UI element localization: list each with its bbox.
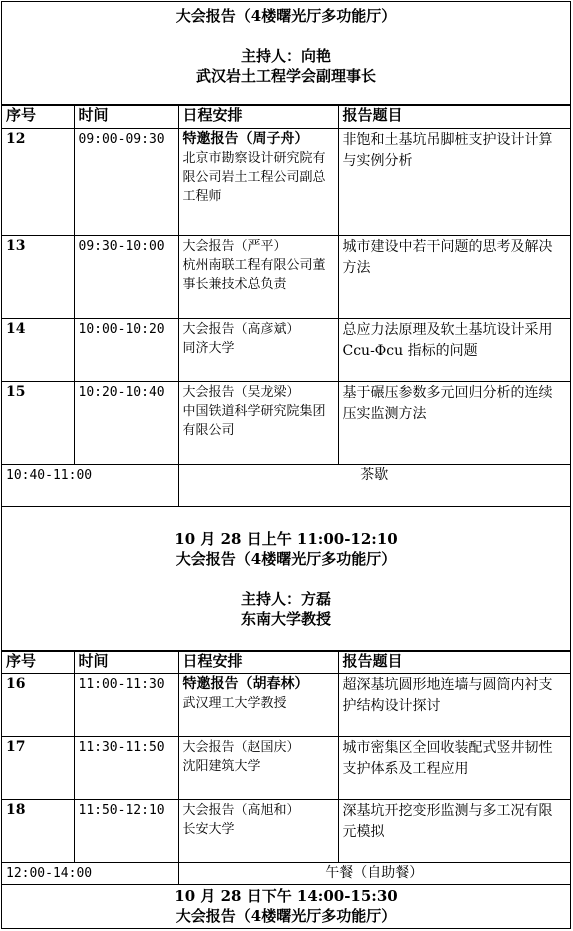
break-label: 茶歇 — [178, 465, 570, 507]
row-seq: 17 — [2, 737, 74, 800]
row-schedule — [178, 129, 338, 236]
header-schedule: 日程安排 — [178, 652, 338, 674]
row-topic: 城市建设中若干问题的思考及解决方法 — [338, 236, 570, 319]
session-1-header — [2, 2, 570, 105]
row-time: 09:30-10:00 — [74, 236, 178, 319]
break-row — [2, 863, 570, 885]
session-3-title: 大会报告（4楼曙光厅多功能厅） — [175, 907, 397, 925]
session-1-host: 主持人：向艳 — [240, 47, 331, 65]
speaker-name: 大会报告（高旭和） — [182, 803, 300, 818]
row-time: 09:00-09:30 — [74, 129, 178, 236]
session-1-title: 大会报告（4楼曙光厅多功能厅） — [175, 7, 397, 25]
speaker-affiliation: 沈阳建筑大学 — [182, 759, 261, 774]
row-schedule — [178, 319, 338, 382]
row-time: 10:20-10:40 — [74, 382, 178, 465]
row-topic: 城市密集区全回收装配式竖井韧性支护体系及工程应用 — [338, 737, 570, 800]
row-time: 11:30-11:50 — [74, 737, 178, 800]
header-time: 时间 — [74, 106, 178, 129]
speaker-name: 特邀报告（周子舟） — [182, 131, 309, 147]
header-seq: 序号 — [2, 106, 74, 129]
session-3-header — [2, 885, 570, 929]
session-2-date: 10 月 28 日上午 11:00-12:10 — [174, 530, 398, 548]
speaker-name: 大会报告（高彦斌） — [182, 322, 300, 337]
speaker-name: 大会报告（严平） — [182, 239, 287, 254]
table-row — [2, 800, 570, 863]
speaker-name: 大会报告（赵国庆） — [182, 740, 300, 755]
row-time: 10:00-10:20 — [74, 319, 178, 382]
speaker-name: 特邀报告（胡春林） — [182, 676, 309, 692]
row-seq: 16 — [2, 674, 74, 737]
row-schedule — [178, 674, 338, 737]
session-2-host: 主持人：方磊 — [240, 590, 331, 608]
session-3-date: 10 月 28 日下午 14:00-15:30 — [174, 887, 398, 905]
speaker-affiliation: 杭州南联工程有限公司董事长兼技术总负责 — [182, 258, 326, 292]
row-seq: 18 — [2, 800, 74, 863]
speaker-affiliation: 武汉理工大学教授 — [182, 696, 287, 711]
row-time: 11:00-11:30 — [74, 674, 178, 737]
row-topic: 非饱和土基坑吊脚桩支护设计计算与实例分析 — [338, 129, 570, 236]
table-row — [2, 737, 570, 800]
header-schedule: 日程安排 — [178, 106, 338, 129]
row-schedule — [178, 800, 338, 863]
table-row — [2, 674, 570, 737]
row-topic: 总应力法原理及软土基坑设计采用 Ccu-Φcu 指标的问题 — [338, 319, 570, 382]
row-seq: 13 — [2, 236, 74, 319]
row-topic: 深基坑开挖变形监测与多工况有限元模拟 — [338, 800, 570, 863]
speaker-affiliation: 中国铁道科学研究院集团有限公司 — [182, 404, 326, 438]
header-topic: 报告题目 — [338, 652, 570, 674]
speaker-affiliation: 长安大学 — [182, 822, 235, 837]
session-2-host-title: 东南大学教授 — [240, 610, 331, 628]
agenda-table-2 — [2, 651, 570, 885]
break-time: 12:00-14:00 — [2, 863, 178, 885]
table-header-row — [2, 652, 570, 674]
session-2-title: 大会报告（4楼曙光厅多功能厅） — [175, 550, 397, 568]
row-seq: 12 — [2, 129, 74, 236]
speaker-affiliation: 北京市勘察设计研究院有限公司岩土工程公司副总工程师 — [182, 151, 326, 204]
header-topic: 报告题目 — [338, 106, 570, 129]
row-topic: 基于碾压参数多元回归分析的连续压实监测方法 — [338, 382, 570, 465]
table-row — [2, 236, 570, 319]
row-schedule — [178, 382, 338, 465]
table-row — [2, 382, 570, 465]
break-time: 10:40-11:00 — [2, 465, 178, 507]
header-seq: 序号 — [2, 652, 74, 674]
session-1-host-title: 武汉岩土工程学会副理事长 — [195, 67, 376, 85]
break-row — [2, 465, 570, 507]
table-row — [2, 319, 570, 382]
row-time: 11:50-12:10 — [74, 800, 178, 863]
break-label: 午餐（自助餐） — [178, 863, 570, 885]
row-topic: 超深基坑圆形地连墙与圆筒内衬支护结构设计探讨 — [338, 674, 570, 737]
speaker-name: 大会报告（吴龙梁） — [182, 385, 300, 400]
row-schedule — [178, 236, 338, 319]
schedule-table — [1, 1, 571, 929]
agenda-table-1 — [2, 105, 570, 507]
row-seq: 15 — [2, 382, 74, 465]
table-row — [2, 129, 570, 236]
speaker-affiliation: 同济大学 — [182, 341, 235, 356]
session-2-header — [2, 507, 570, 651]
row-schedule — [178, 737, 338, 800]
header-time: 时间 — [74, 652, 178, 674]
row-seq: 14 — [2, 319, 74, 382]
table-header-row — [2, 106, 570, 129]
